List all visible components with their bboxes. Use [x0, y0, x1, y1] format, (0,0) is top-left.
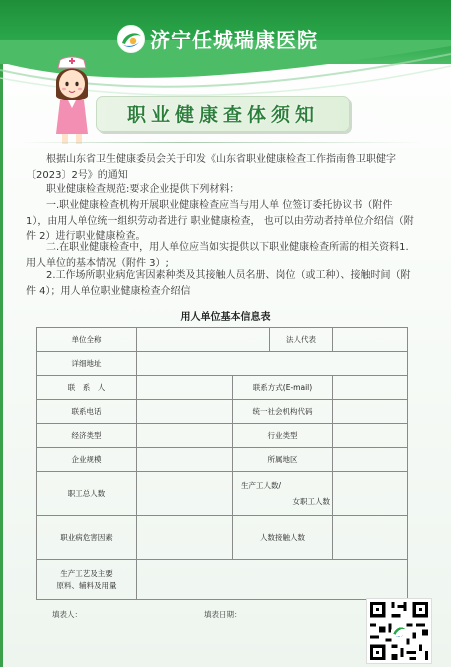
fill-date-label: 填表日期： [204, 610, 242, 619]
section-divider [22, 142, 422, 143]
label-process-line1: 生产工艺及主要 [60, 568, 113, 578]
table-row [37, 328, 408, 352]
value-econ-type[interactable] [137, 424, 233, 448]
label-contact: 联 系 人 [37, 376, 137, 400]
value-exposed-count[interactable] [333, 516, 408, 560]
employer-info-table [36, 327, 408, 600]
table-row [37, 400, 408, 424]
title-banner [96, 96, 350, 132]
value-address[interactable] [137, 352, 408, 376]
nurse-illustration [44, 54, 100, 146]
value-contact[interactable] [137, 376, 233, 400]
table-row [37, 472, 408, 516]
label-production-staff: 生产工人数/ [241, 481, 282, 490]
label-total-staff: 职工总人数 [37, 472, 137, 516]
value-total-staff[interactable] [137, 472, 233, 516]
value-legal-rep[interactable] [333, 328, 408, 352]
label-credit-code: 统一社会机构代码 [233, 400, 333, 424]
materials-heading: 职业健康检查规范:要求企业提供下列材料： [46, 184, 240, 195]
hospital-logo-icon [116, 24, 146, 54]
hospital-name: 济宁任城瑞康医院 [150, 28, 318, 52]
value-credit-code[interactable] [333, 400, 408, 424]
label-legal-rep: 法人代表 [270, 328, 333, 352]
table-row [37, 560, 408, 600]
clause-one-paragraph: 一.职业健康检查机构开展职业健康检查应当与用人单 位签订委托协议书（附件 1），由用人单位统一组织劳动者进行 职业健康检查， 也可以由劳动者持单位介绍信（附件 2）进行职业健康检查。 [26, 200, 414, 243]
label-production-female-staff [233, 472, 333, 516]
table-row [37, 516, 408, 560]
filler-label: 填表人： [52, 610, 82, 619]
value-production-female-staff[interactable] [333, 472, 408, 516]
value-process[interactable] [137, 560, 408, 600]
value-hazard-factors[interactable] [137, 516, 233, 560]
table-title: 用人单位基本信息表 [180, 312, 271, 323]
label-address: 详细地址 [37, 352, 137, 376]
intro-paragraph: 根据山东省卫生健康委员会关于印发《山东省职业健康检查工作指南鲁卫职健字〔2023〕2号》的通知 [26, 154, 396, 181]
table-row [37, 424, 408, 448]
label-unit-name: 单位全称 [37, 328, 137, 352]
label-female-staff: 女职工人数 [292, 497, 330, 506]
label-industry-type: 行业类型 [233, 424, 333, 448]
value-region[interactable] [333, 448, 408, 472]
label-contact-method: 联系方式(E-mail) [233, 376, 333, 400]
label-region: 所属地区 [233, 448, 333, 472]
table-row [37, 376, 408, 400]
label-process-line2: 原料、辅料及用量 [56, 580, 117, 590]
clause-two-item-two: 2.工作场所职业病危害因素种类及其接触人员名册、岗位（或工种）、接触时间（附件 4）；用人单位职业健康检查介绍信 [26, 270, 411, 297]
label-company-size: 企业规模 [37, 448, 137, 472]
label-phone: 联系电话 [37, 400, 137, 424]
label-econ-type: 经济类型 [37, 424, 137, 448]
label-process [37, 560, 137, 600]
qr-code-icon [366, 598, 432, 664]
value-industry-type[interactable] [333, 424, 408, 448]
label-hazard-factors: 职业病危害因素 [37, 516, 137, 560]
label-exposed-count: 人数接触人数 [233, 516, 333, 560]
value-company-size[interactable] [137, 448, 233, 472]
value-contact-method[interactable] [333, 376, 408, 400]
page-title: 职业健康查体须知 [126, 104, 319, 126]
table-row [37, 448, 408, 472]
value-unit-name[interactable] [137, 328, 270, 352]
value-phone[interactable] [137, 400, 233, 424]
table-row [37, 352, 408, 376]
clause-two-paragraph: 二.在职业健康检查中，用人单位应当如实提供以下职业健康检查所需的相关资料1.用人单位的基本情况（附件 3）; [26, 242, 409, 269]
